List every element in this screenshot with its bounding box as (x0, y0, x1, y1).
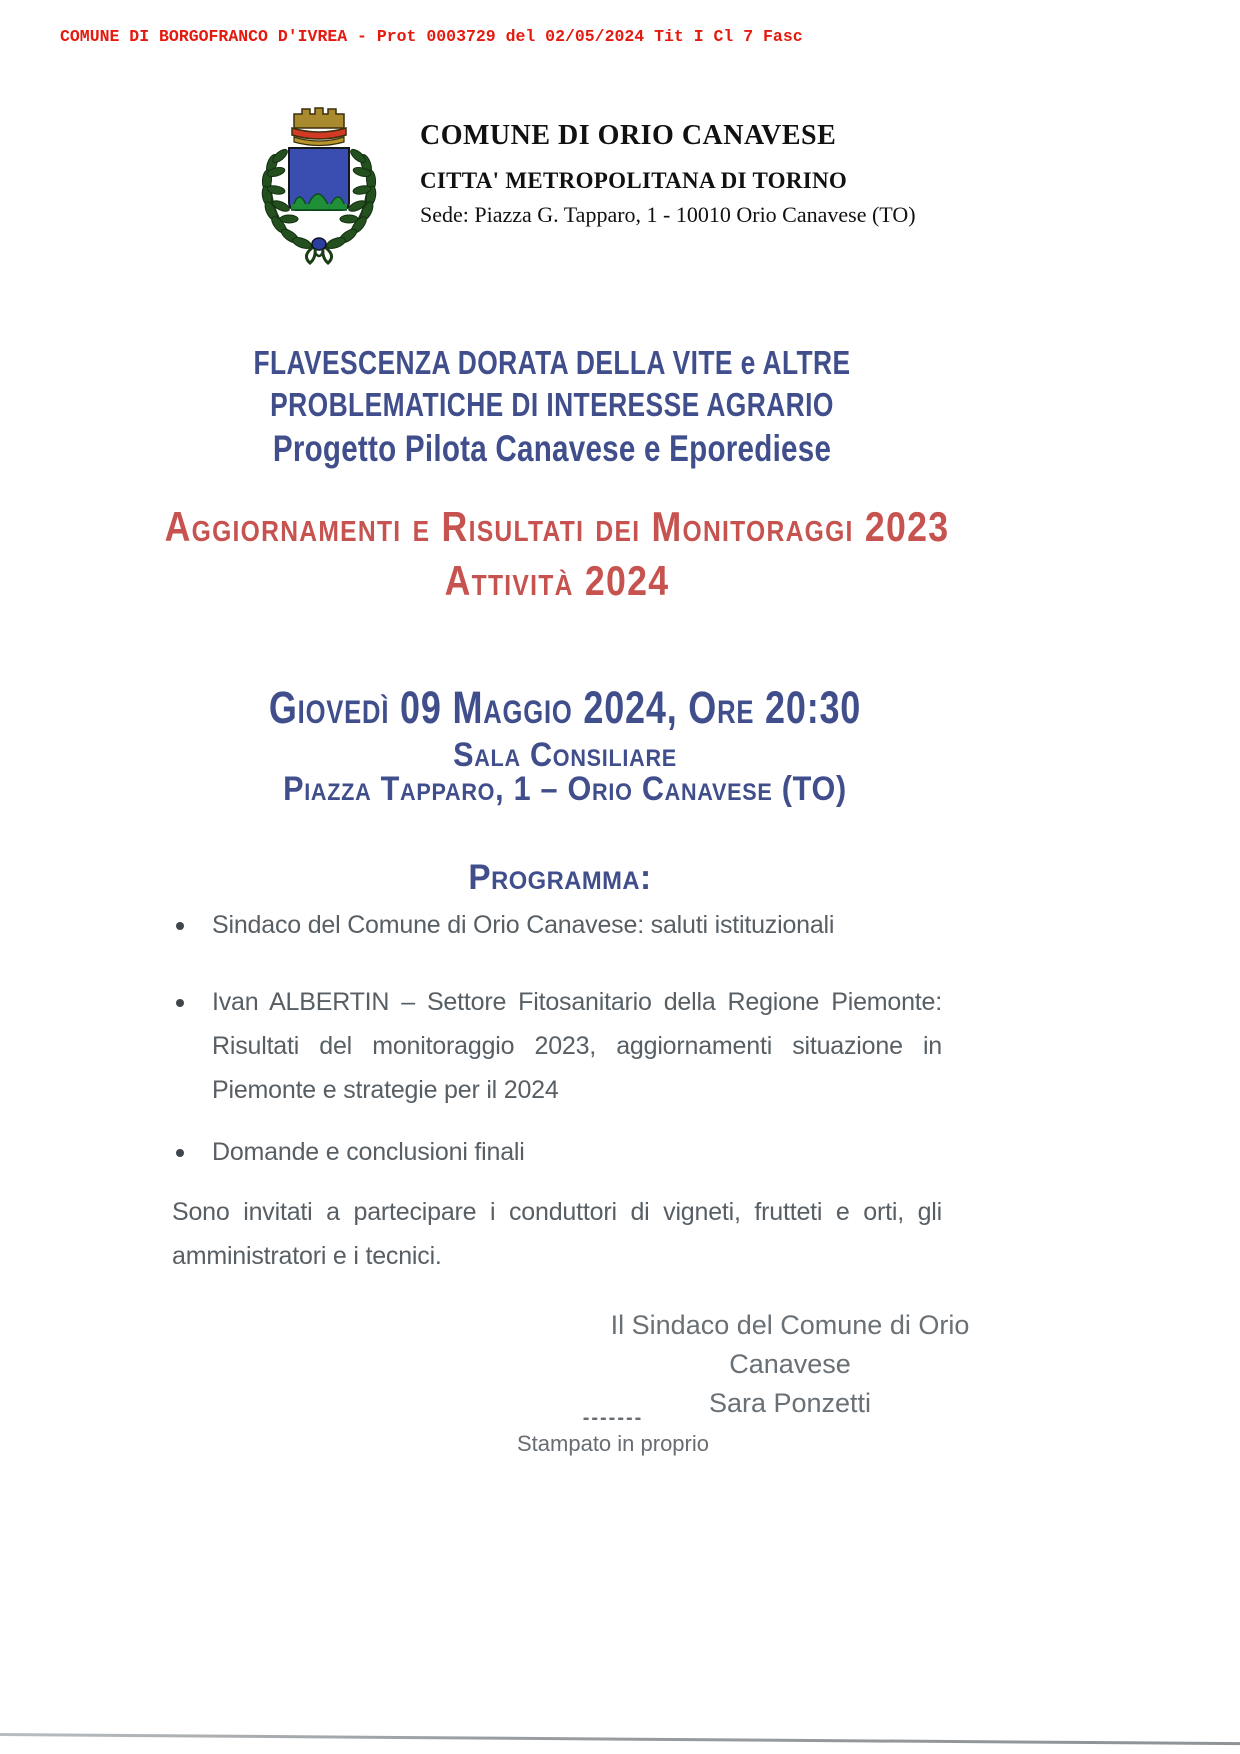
bullet-icon (172, 1130, 212, 1174)
program-item-text: Domande e conclusioni finali (212, 1138, 525, 1166)
print-note-block (478, 1406, 748, 1458)
signature-name: Sara Ponzetti (708, 1388, 872, 1418)
scan-edge-artifact (0, 1733, 1240, 1745)
municipality-address: Sede: Piazza G. Tapparo, 1 - 10010 Orio Canavese (TO) (420, 202, 916, 227)
subject-heading (84, 500, 1031, 608)
separator-dashes: ------- (582, 1407, 644, 1429)
print-note: Stampato in proprio (517, 1431, 709, 1456)
title-line-2: PROBLEMATICHE DI INTERESSE AGRARIO (270, 386, 834, 423)
coat-of-arms-icon (252, 98, 386, 268)
subject-line-1: Aggiornamenti e Risultati dei Monitoraggi 2023 (164, 503, 950, 550)
program-item-1 (172, 903, 942, 947)
program-heading: Programma: (468, 858, 652, 897)
municipality-subtitle: CITTA' METROPOLITANA DI TORINO (420, 168, 848, 193)
subject-line-2: Attività 2024 (444, 557, 670, 604)
event-venue: Sala Consiliare (453, 736, 677, 774)
title-line-1: FLAVESCENZA DORATA DELLA VITE e ALTRE (253, 344, 851, 381)
event-address: Piazza Tapparo, 1 – Orio Canavese (TO) (283, 770, 847, 808)
bullet-icon (172, 980, 212, 1024)
document-title (110, 342, 993, 472)
program-item-text: Ivan ALBERTIN – Settore Fitosanitario della Regione Piemonte: Risultati del monitoraggio 2023, aggiornamenti situazione in Piemonte e strategie per il 2024 (212, 988, 942, 1104)
protocol-stamp: COMUNE DI BORGOFRANCO D'IVREA - Prot 0003729 del 02/05/2024 Tit I Cl 7 Fasc (60, 27, 803, 46)
bullet-icon (172, 903, 212, 947)
invitation-paragraph: Sono invitati a partecipare i conduttori di vigneti, frutteti e orti, gli amministratori e i tecnici. (172, 1198, 942, 1270)
title-line-3: Progetto Pilota Canavese e Eporediese (272, 428, 832, 469)
municipality-name: COMUNE DI ORIO CANAVESE (420, 120, 837, 151)
program-item-3 (172, 1130, 942, 1174)
signature-role: Il Sindaco del Comune di Orio Canavese (610, 1310, 970, 1379)
program-item-text: Sindaco del Comune di Orio Canavese: saluti istituzionali (212, 911, 835, 939)
program-item-2 (172, 980, 942, 1112)
event-datetime: Giovedì 09 Maggio 2024, Ore 20:30 (268, 682, 862, 733)
